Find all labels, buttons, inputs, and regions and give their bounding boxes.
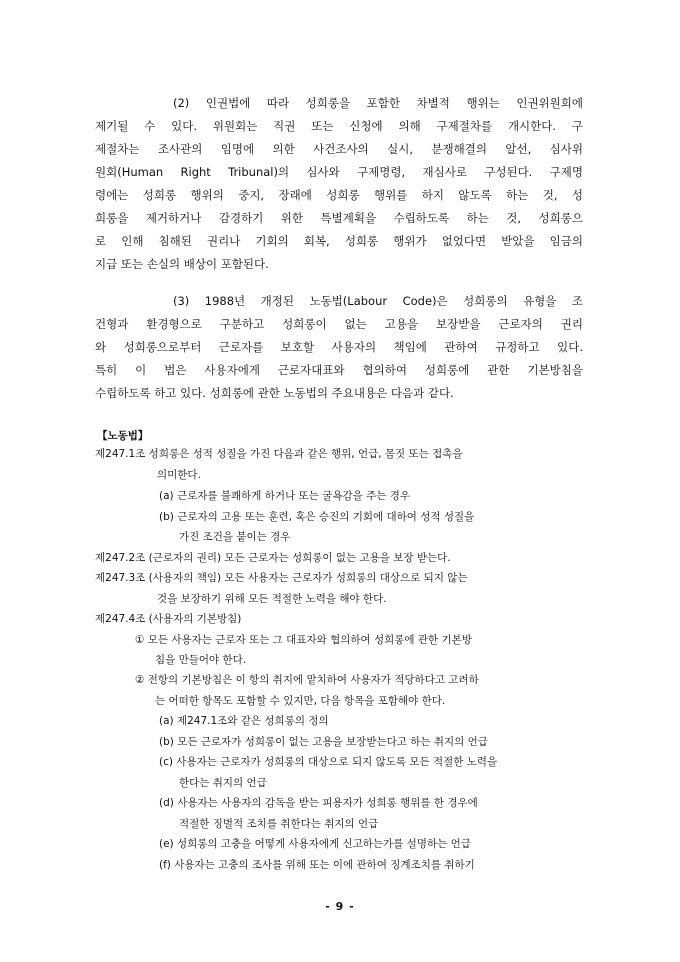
law-line: 것을 보장하기 위해 모든 적절한 노력을 해야 한다.: [157, 593, 387, 605]
text-line: 와 성희롱으로부터 근로자를 보호할 사용자의 책임에 관하여 규정하고 있다.: [95, 340, 583, 354]
law-line: 가진 조건을 붙이는 경우: [179, 531, 291, 543]
text-line: 원회(Human Right Tribunal)의 심사와 구제명령, 재심사로 구성된다. 구제명: [95, 165, 583, 179]
paragraph-human-rights-act: [95, 92, 583, 276]
text-line: 지급 또는 손실의 배상이 포함된다.: [95, 257, 269, 271]
text-line: 로 인해 침해된 권리나 기회의 회복, 성희롱 행위가 없었다면 받았을 임금의: [95, 234, 583, 248]
paragraph-labour-code: [95, 290, 583, 405]
law-line: 제247.2조 (근로자의 권리) 모든 근로자는 성희롱이 없는 고용을 보장 받는다.: [95, 552, 451, 564]
text-line: 수립하도록 하고 있다. 성희롱에 관한 노동법의 주요내용은 다음과 같다.: [95, 386, 454, 400]
law-line: 제247.3조 (사용자의 책임) 모든 사용자는 근로자가 성희롱의 대상으로 되지 않는: [95, 572, 468, 584]
text-line: (2) 인권법에 따라 성희롱을 포함한 차별적 행위는 인권위원회에: [173, 96, 583, 110]
text-line: 령에는 성희롱 행위의 중지, 장래에 성희롱 행위를 하지 않도록 하는 것, 성: [95, 188, 583, 202]
law-line: 적절한 징벌적 조치를 취한다는 취지의 언급: [179, 818, 379, 830]
law-line: (a) 근로자를 불쾌하게 하거나 또는 굴욕감을 주는 경우: [159, 490, 410, 502]
law-line: 한다는 취지의 언급: [179, 777, 267, 789]
law-line: (a) 제247.1조와 같은 성희롱의 정의: [159, 715, 329, 727]
law-line: 제247.4조 (사용자의 기본방침): [95, 613, 242, 625]
text-line: (3) 1988년 개정된 노동법(Labour Code)은 성희롱의 유형을 조: [173, 294, 583, 308]
law-line: ② 전항의 기본방침은 이 항의 취지에 맡치하여 사용자가 적당하다고 고려하: [135, 674, 479, 686]
law-line: 침을 만들어야 한다.: [155, 654, 247, 666]
text-line: 희롱을 제거하거나 감경하기 위한 특별계획을 수립하도록 하는 것, 성희롱으: [95, 211, 583, 225]
law-line: (b) 모든 근로자가 성희롱이 없는 고용을 보장받는다고 하는 취지의 언급: [159, 736, 488, 748]
law-heading: 【노동법】: [97, 430, 149, 442]
law-line: (d) 사용자는 사용자의 감독을 받는 피용자가 성희롱 행위를 한 경우에: [159, 797, 478, 809]
page-number: - 9 -: [325, 900, 355, 913]
law-line: ① 모든 사용자는 근로자 또는 그 대표자와 협의하여 성희롱에 관한 기본방: [135, 634, 472, 646]
text-line: 제절차는 조사관의 임명에 의한 사건조사의 실시, 분쟁해결의 알선, 심사위: [95, 142, 583, 156]
law-line: 의미한다.: [157, 469, 201, 481]
text-line: 제기될 수 있다. 위원회는 직권 또는 신청에 의해 구제절차를 개시한다. 구: [95, 119, 583, 133]
law-line: 제247.1조 성희롱은 성적 성질을 가진 다음과 같은 행위, 언급, 몸짓 또는 접촉을: [95, 448, 463, 460]
law-line: (b) 근로자의 고용 또는 훈련, 혹은 승진의 기회에 대하여 성적 성질을: [159, 511, 475, 523]
law-line: (f) 사용자는 고충의 조사를 위해 또는 이에 관하여 징계조치를 취하기: [159, 859, 475, 871]
text-line: 건형과 환경형으로 구분하고 성희롱이 없는 고용을 보장받을 근로자의 권리: [95, 317, 583, 331]
law-line: 는 어떠한 항목도 포함할 수 있지만, 다음 항목을 포함해야 한다.: [155, 695, 446, 707]
text-line: 특히 이 법은 사용자에게 근로자대표와 협의하여 성희롱에 관한 기본방침을: [95, 363, 583, 377]
law-line: (e) 성희롱의 고충을 어떻게 사용자에게 신고하는가를 설명하는 언급: [159, 838, 471, 850]
law-line: (c) 사용자는 근로자가 성희롱의 대상으로 되지 않도록 모든 적절한 노력을: [159, 756, 498, 768]
